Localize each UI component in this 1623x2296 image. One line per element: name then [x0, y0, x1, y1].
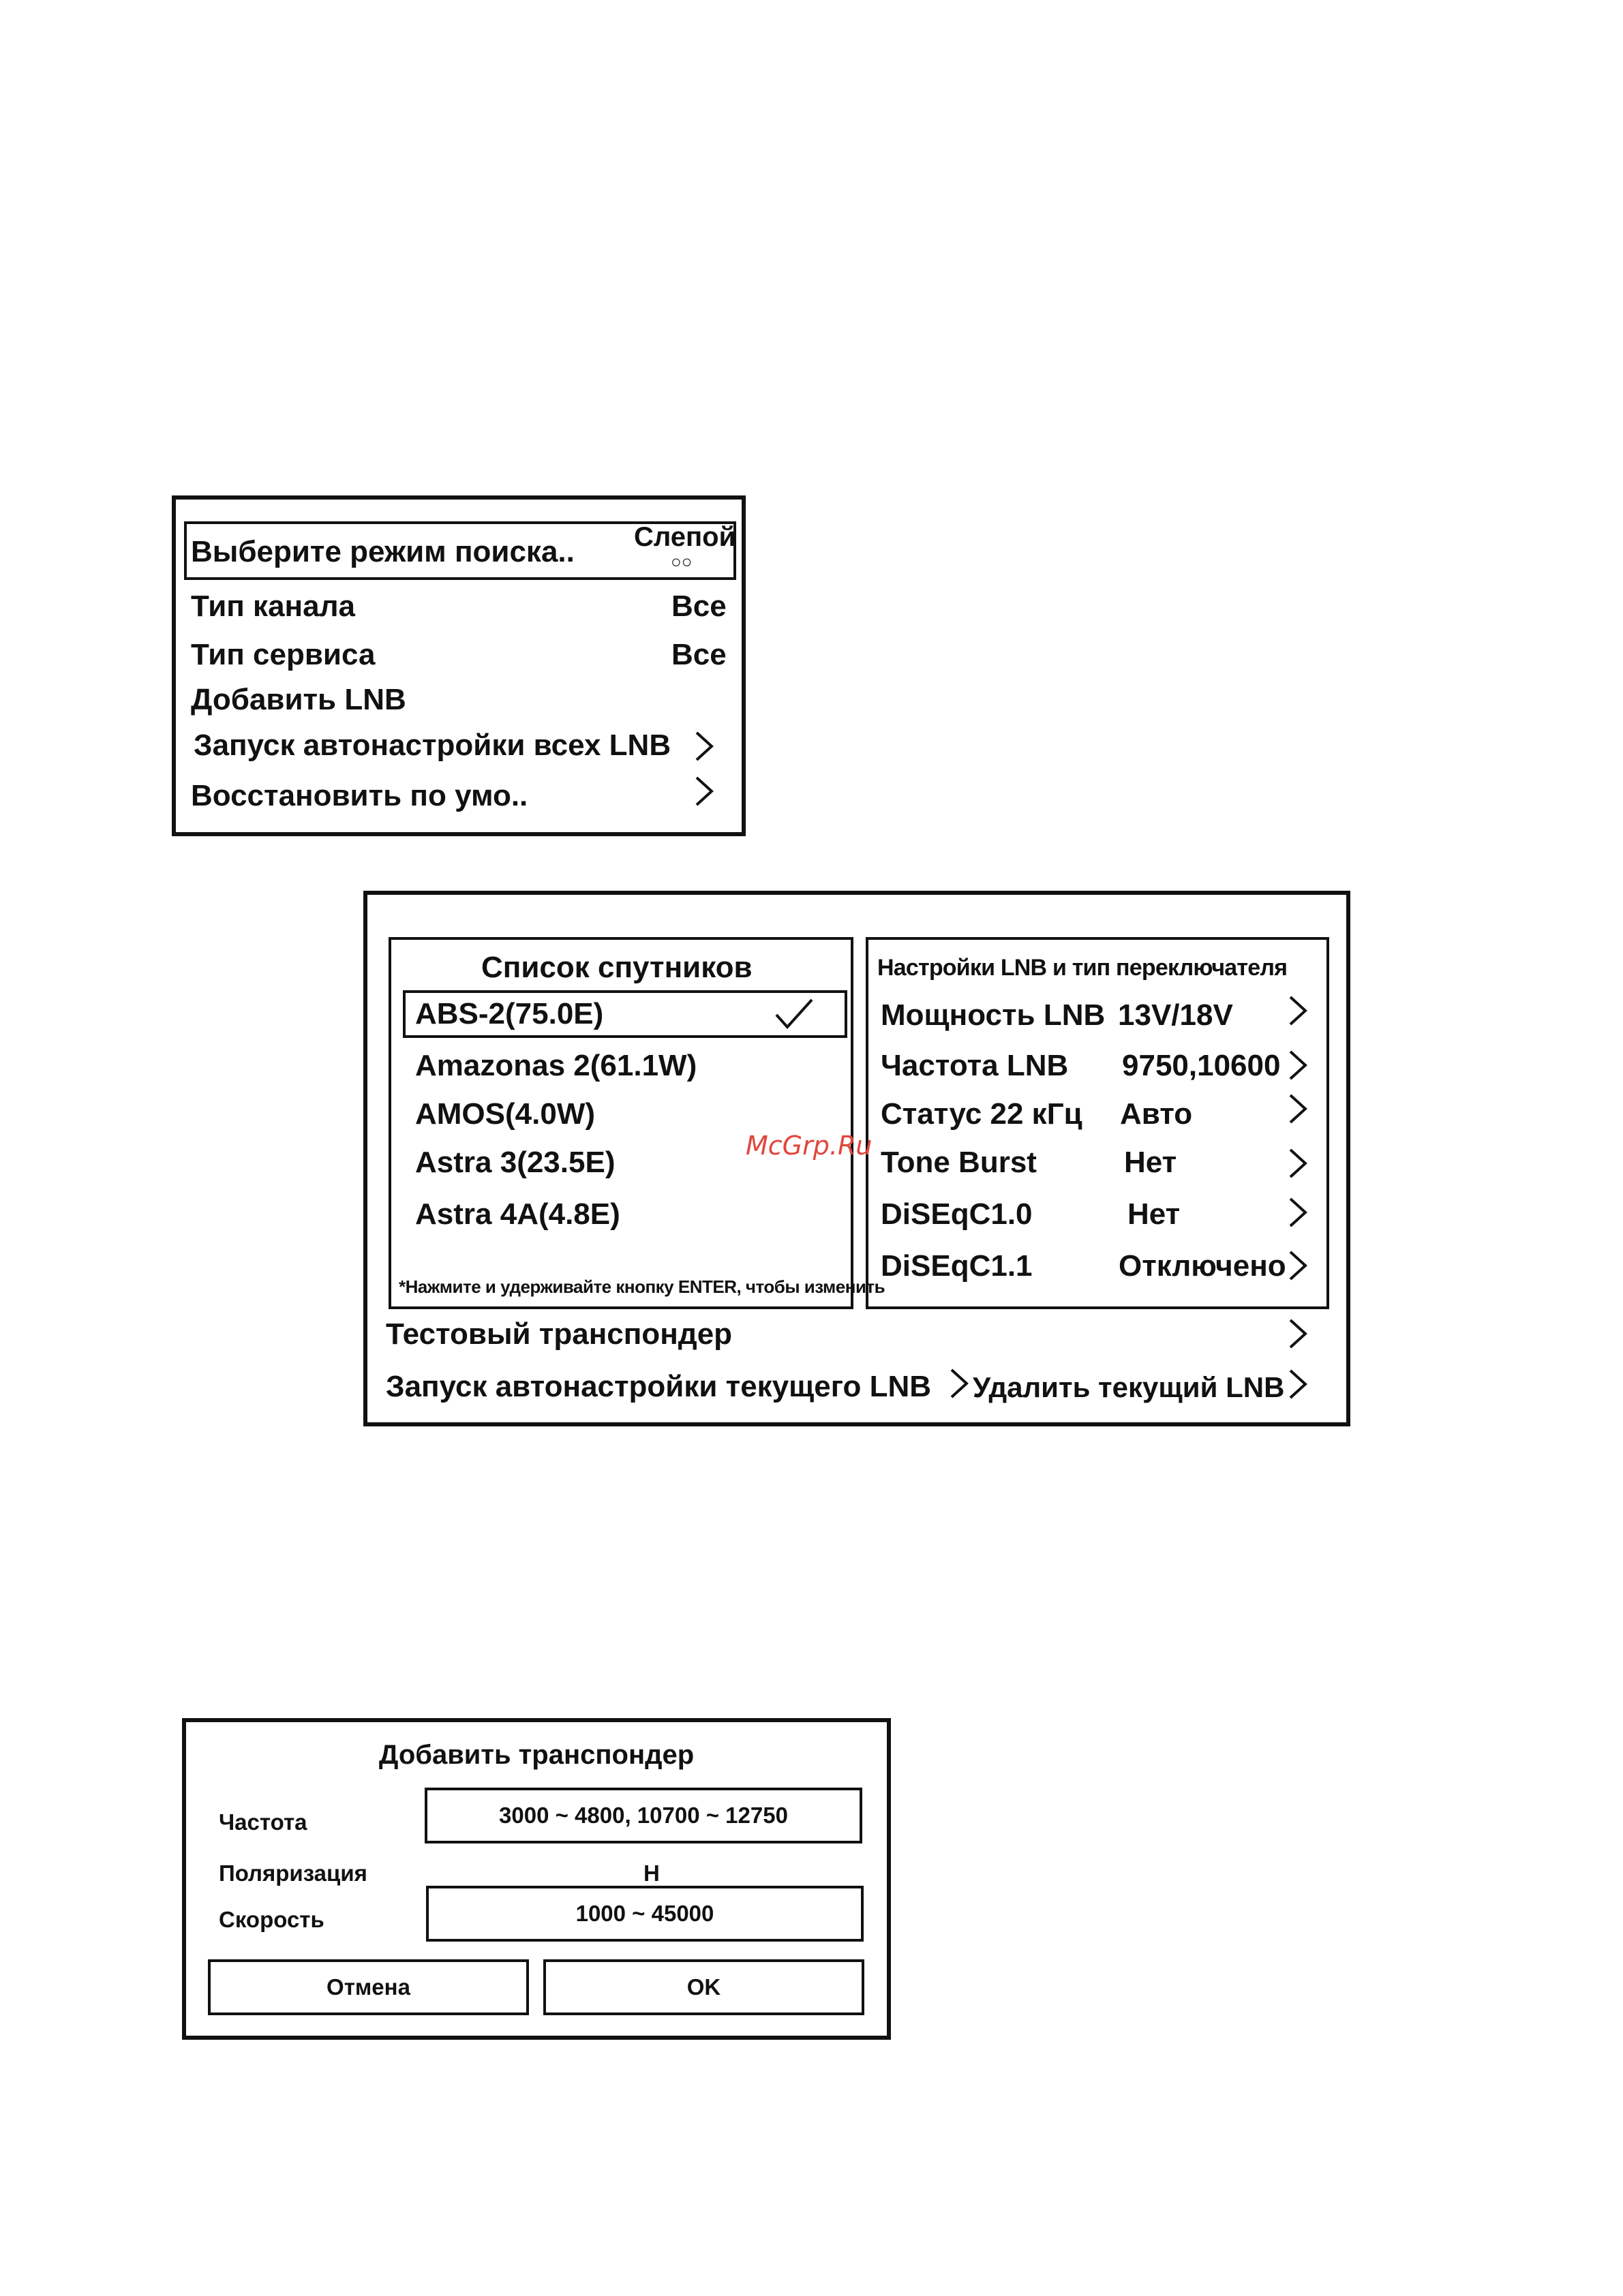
delete-current-lnb-chevron-icon[interactable]: [1281, 1366, 1314, 1402]
auto-scan-current-item[interactable]: Запуск автонастройки текущего LNB: [386, 1370, 932, 1403]
test-transponder-item[interactable]: Тестовый транспондер: [386, 1317, 733, 1351]
watermark-text: McGrp.Ru: [746, 1131, 873, 1161]
auto-scan-all-chevron-icon[interactable]: [687, 729, 720, 764]
22khz-status-label[interactable]: Статус 22 кГц: [881, 1097, 1082, 1131]
search-mode-dots: ○○: [671, 551, 693, 572]
satellite-list-title: Список спутников: [481, 951, 753, 984]
lnb-frequency-chevron-icon[interactable]: [1281, 1047, 1314, 1083]
rate-input-value: 1000 ~ 45000: [575, 1901, 714, 1926]
lnb-frequency-value[interactable]: 9750,10600: [1122, 1049, 1281, 1082]
search-mode-value: Слепой: [634, 522, 736, 552]
satellite-item[interactable]: AMOS(4.0W): [415, 1097, 595, 1131]
22khz-status-value[interactable]: Авто: [1120, 1097, 1193, 1131]
ok-button[interactable]: OK: [543, 1959, 864, 2015]
delete-current-lnb-item[interactable]: Удалить текущий LNB: [973, 1371, 1285, 1403]
lnb-frequency-label[interactable]: Частота LNB: [881, 1049, 1069, 1082]
dialog-title: Добавить транспондер: [378, 1740, 695, 1770]
tone-burst-label[interactable]: Tone Burst: [881, 1146, 1037, 1179]
rate-input[interactable]: [426, 1886, 864, 1942]
search-menu-panel: [172, 495, 746, 836]
add-lnb-item[interactable]: Добавить LNB: [191, 683, 406, 716]
cancel-button[interactable]: Отмена: [208, 1959, 529, 2015]
auto-scan-all-item[interactable]: Запуск автонастройки всех LNB: [194, 729, 671, 762]
frequency-input[interactable]: [425, 1788, 862, 1843]
auto-scan-current-chevron-icon[interactable]: [942, 1366, 975, 1401]
diseqc11-label[interactable]: DiSEqC1.1: [881, 1249, 1033, 1283]
test-transponder-chevron-icon[interactable]: [1281, 1316, 1314, 1351]
polarization-value[interactable]: H: [643, 1861, 660, 1886]
restore-default-item[interactable]: Восстановить по умо..: [191, 779, 528, 812]
rate-label: Скорость: [219, 1907, 324, 1932]
restore-default-chevron-icon[interactable]: [687, 774, 720, 809]
tone-burst-value[interactable]: Нет: [1124, 1146, 1177, 1179]
diseqc11-value[interactable]: Отключено: [1119, 1249, 1286, 1283]
channel-type-value[interactable]: Все: [671, 590, 727, 623]
lnb-power-label[interactable]: Мощность LNB: [881, 998, 1106, 1032]
satellite-item[interactable]: Astra 3(23.5E): [415, 1146, 616, 1179]
satellite-item[interactable]: Amazonas 2(61.1W): [415, 1049, 697, 1082]
search-mode-label: Выберите режим поиска..: [191, 535, 575, 568]
channel-type-label[interactable]: Тип канала: [191, 590, 356, 623]
diseqc10-label[interactable]: DiSEqC1.0: [881, 1197, 1033, 1231]
diseqc10-value[interactable]: Нет: [1127, 1197, 1181, 1231]
service-type-label[interactable]: Тип сервиса: [191, 638, 376, 671]
frequency-input-value: 3000 ~ 4800, 10700 ~ 12750: [499, 1803, 788, 1828]
satellite-item[interactable]: ABS-2(75.0E): [415, 997, 604, 1030]
satellite-list-hint: *Нажмите и удерживайте кнопку ENTER, чтобы изменить: [399, 1276, 885, 1297]
22khz-status-chevron-icon[interactable]: [1281, 1091, 1314, 1127]
tone-burst-chevron-icon[interactable]: [1281, 1146, 1314, 1181]
checkmark-icon: [774, 996, 815, 1031]
service-type-value[interactable]: Все: [671, 638, 727, 671]
frequency-label: Частота: [219, 1809, 307, 1835]
polarization-label: Поляризация: [219, 1861, 367, 1886]
diseqc10-chevron-icon[interactable]: [1281, 1195, 1314, 1230]
satellite-item[interactable]: Astra 4A(4.8E): [415, 1197, 620, 1231]
add-transponder-dialog: [182, 1718, 891, 2040]
lnb-power-value[interactable]: 13V/18V: [1118, 998, 1233, 1032]
lnb-settings-title: Настройки LNB и тип переключателя: [877, 955, 1288, 981]
diseqc11-chevron-icon[interactable]: [1281, 1248, 1314, 1283]
lnb-power-chevron-icon[interactable]: [1281, 993, 1314, 1028]
